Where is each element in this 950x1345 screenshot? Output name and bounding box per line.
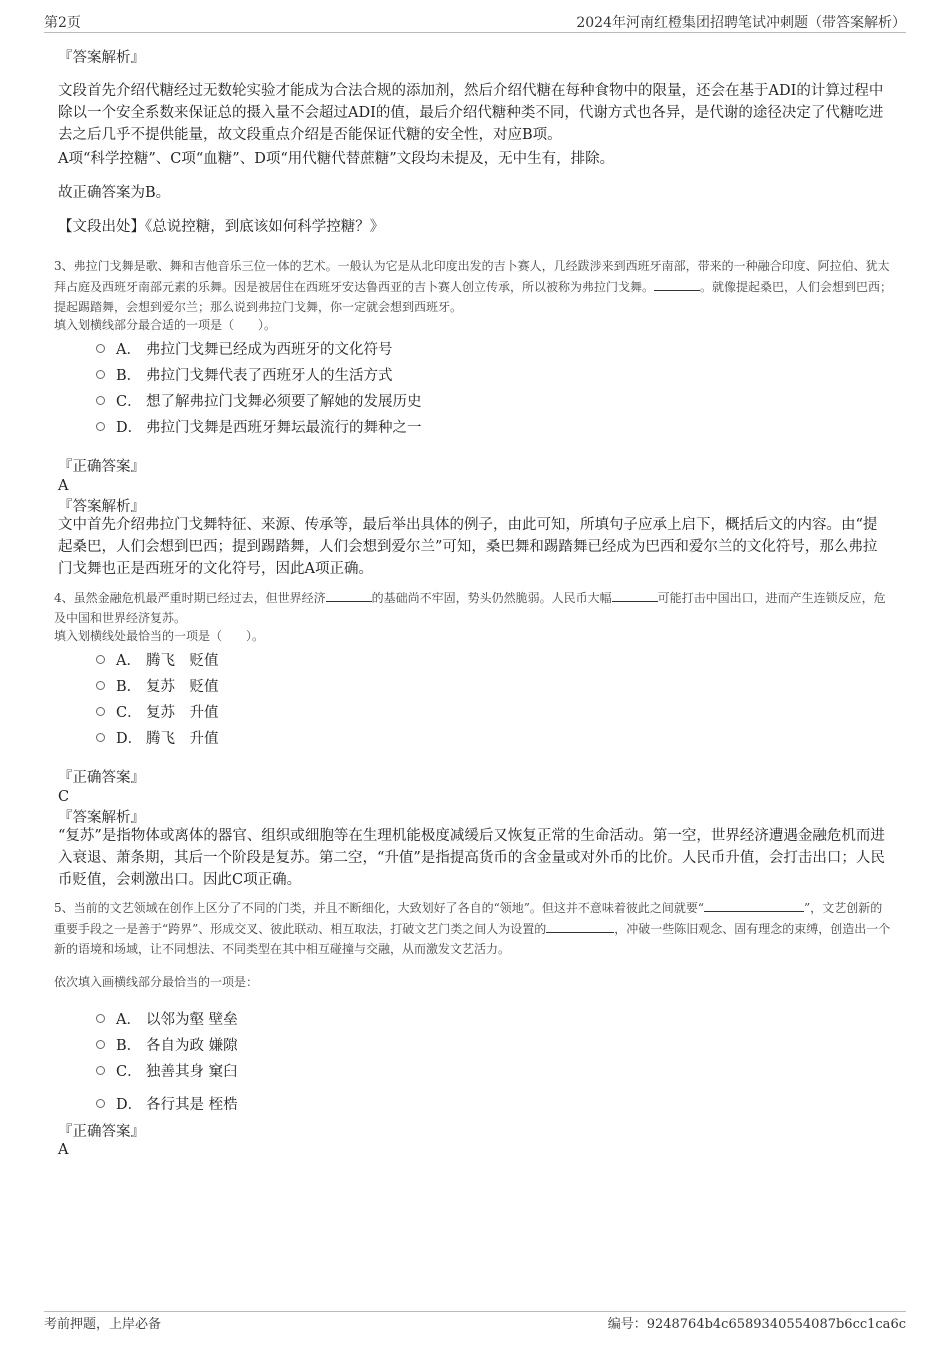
option-letter: B． (116, 367, 142, 384)
option-b[interactable] (96, 674, 219, 696)
question-stem-text: 3、弗拉门戈舞是歌、舞和吉他音乐三位一体的艺术。一般认为它是从北印度出发的吉卜赛人，几经跋涉来到西班牙南部，带来的一种融合印度、阿拉伯、犹太拜占庭及西班牙南部元素的乐舞。因是被居住在西班牙安达鲁西亚的吉卜赛人创立传承，所以被称为弗拉门戈舞。 (54, 259, 890, 294)
answer-analysis-text: 故正确答案为B。 (58, 185, 171, 201)
radio-icon[interactable] (96, 681, 105, 690)
option-letter: A． (116, 341, 141, 358)
option-letter: A． (116, 652, 141, 669)
radio-icon[interactable] (96, 733, 105, 742)
question-stem (54, 897, 894, 959)
question-instruction: 填入划横线处最恰当的一项是（ ）。 (54, 629, 265, 643)
option-text: 弗拉门戈舞代表了西班牙人的生活方式 (146, 367, 393, 384)
fill-blank (612, 587, 658, 602)
option-a[interactable] (96, 1007, 238, 1029)
option-text: 独善其身 窠臼 (146, 1063, 238, 1080)
radio-icon[interactable] (96, 707, 105, 716)
question-instruction: 填入划横线部分最合适的一项是（ ）。 (54, 318, 277, 332)
radio-icon[interactable] (96, 1014, 105, 1023)
option-text: 各行其是 桎梏 (146, 1096, 238, 1113)
question-stem-text: 5、当前的文艺领域在创作上区分了不同的门类，并且不断细化，大致划好了各自的“领地”。但这并不意味着彼此之间就要“ (54, 901, 705, 915)
option-letter: D． (116, 419, 143, 436)
option-text: 腾飞 贬值 (146, 652, 219, 669)
question-instruction: 依次填入画横线部分最恰当的一项是： (54, 975, 259, 989)
fill-blank (546, 918, 614, 933)
footer-divider (44, 1311, 906, 1312)
option-a[interactable] (96, 337, 393, 359)
option-text: 弗拉门戈舞是西班牙舞坛最流行的舞种之一 (146, 419, 422, 436)
question-stem-text: 的基础尚不牢固，势头仍然脆弱。人民币大幅 (371, 591, 612, 605)
footer-slogan: 考前押题，上岸必备 (44, 1317, 162, 1332)
radio-icon[interactable] (96, 422, 105, 431)
radio-icon[interactable] (96, 1040, 105, 1049)
correct-answer: A (58, 478, 69, 494)
option-c[interactable] (96, 700, 219, 722)
answer-analysis-text: 文中首先介绍弗拉门戈舞特征、来源、传承等，最后举出具体的例子，由此可知，所填句子应承上启下，概括后文的内容。由“提起桑巴，人们会想到巴西；提到踢踏舞，人们会想到爱尔兰”可知，桑巴舞和踢踏舞已经成为巴西和爱尔兰的文化符号，那么弗拉门戈舞也正是西班牙的文化符号，因此A项正确。 (58, 517, 878, 577)
option-letter: C． (116, 1063, 142, 1080)
option-letter: C． (116, 704, 142, 721)
answer-analysis-text: A项“科学控糖”、C项“血糖”、D项“用代糖代替蔗糖”文段均未提及，无中生有，排除。 (58, 151, 615, 167)
radio-icon[interactable] (96, 344, 105, 353)
fill-blank (326, 587, 372, 602)
option-text: 各自为政 嫌隙 (146, 1037, 238, 1054)
radio-icon[interactable] (96, 396, 105, 405)
question-stem-text: 4、虽然金融危机最严重时期已经过去，但世界经济 (54, 591, 326, 605)
question-stem-text: ”， (804, 901, 823, 915)
document-title: 2024年河南红橙集团招聘笔试冲刺题（带答案解析） (576, 15, 906, 31)
option-letter: D． (116, 730, 143, 747)
correct-answer-label: 『正确答案』 (58, 459, 145, 475)
option-c[interactable] (96, 389, 422, 411)
question-stem-text: 。就像提起桑巴，人们会想到巴西；提起踢踏舞，会想到爱尔兰；那么说到弗拉门戈舞，你一定就会想到西班牙。 (54, 280, 893, 314)
radio-icon[interactable] (96, 1099, 105, 1108)
option-d[interactable] (96, 726, 219, 748)
radio-icon[interactable] (96, 1066, 105, 1075)
option-d[interactable] (96, 415, 422, 437)
option-letter: D． (116, 1096, 143, 1113)
answer-analysis-label: 『答案解析』 (58, 50, 145, 66)
page-number: 第2页 (44, 15, 81, 31)
radio-icon[interactable] (96, 370, 105, 379)
header-divider (44, 32, 906, 33)
correct-answer-label: 『正确答案』 (58, 770, 145, 786)
question-stem (54, 256, 894, 317)
option-letter: A． (116, 1011, 141, 1028)
correct-answer-label: 『正确答案』 (58, 1124, 145, 1140)
option-b[interactable] (96, 1033, 238, 1055)
answer-analysis-text: “复苏”是指物体或离体的器官、组织或细胞等在生理机能极度减缓后又恢复正常的生命活动。第一空，世界经济遭遇金融危机而进入衰退、萧条期，其后一个阶段是复苏。第二空，“升值”是指提高货币的含金量或对外币的比价。人民币升值，会打击出口；人民币贬值，会刺激出口。因此C项正确。 (58, 828, 885, 888)
fill-blank (654, 276, 700, 291)
radio-icon[interactable] (96, 655, 105, 664)
option-text: 以邻为壑 壁垒 (146, 1011, 238, 1028)
option-a[interactable] (96, 648, 219, 670)
option-letter: B． (116, 1037, 142, 1054)
question-stem-text: ，冲破一些陈旧观念、固有理念的束缚，创造出一个新的语境和场域，让不同想法、不同类型在其中相互碰撞与交融，从而激发文艺活力。 (54, 922, 891, 956)
option-text: 想了解弗拉门戈舞必须要了解她的发展历史 (146, 393, 422, 410)
option-letter: C． (116, 393, 142, 410)
option-c[interactable] (96, 1059, 238, 1081)
answer-analysis-text: 文段首先介绍代糖经过无数轮实验才能成为合法合规的添加剂，然后介绍代糖在每种食物中的限量，还会在基于ADI的计算过程中除以一个安全系数来保证总的摄入量不会超过ADI的值，最后介绍代糖种类不同，代谢方式也各异，是代谢的途径决定了代糖吃进去之后几乎不提供能量，故文段重点介绍是否能保证代糖的安全性，对应B项。 (58, 83, 884, 143)
option-text: 腾飞 升值 (146, 730, 219, 747)
question-stem (54, 587, 894, 628)
option-b[interactable] (96, 363, 393, 385)
option-text: 复苏 升值 (146, 704, 219, 721)
passage-source: 【文段出处】《总说控糖，到底该如何科学控糖？》 (58, 219, 385, 235)
answer-analysis-label: 『答案解析』 (58, 499, 145, 515)
option-text: 复苏 贬值 (146, 678, 219, 695)
question-stem-text: 可能打击中国出口，进而产生 (657, 591, 814, 605)
correct-answer: A (58, 1142, 69, 1158)
correct-answer: C (58, 789, 70, 805)
question-stem-text: 连锁反应，危及中国和世界经济复苏。 (54, 591, 886, 625)
option-d[interactable] (96, 1092, 238, 1114)
document-code: 编号：9248764b4c6589340554087b6cc1ca6c (607, 1317, 906, 1332)
option-text: 弗拉门戈舞已经成为西班牙的文化符号 (146, 341, 393, 358)
fill-blank (704, 897, 804, 912)
question-stem-text: 文艺创新的重要手段之一是善于“跨界”、形成交叉、彼此联动、相互取法，打破文艺门类之间人为设置的 (54, 901, 883, 936)
answer-analysis-label: 『答案解析』 (58, 810, 145, 826)
option-letter: B． (116, 678, 142, 695)
